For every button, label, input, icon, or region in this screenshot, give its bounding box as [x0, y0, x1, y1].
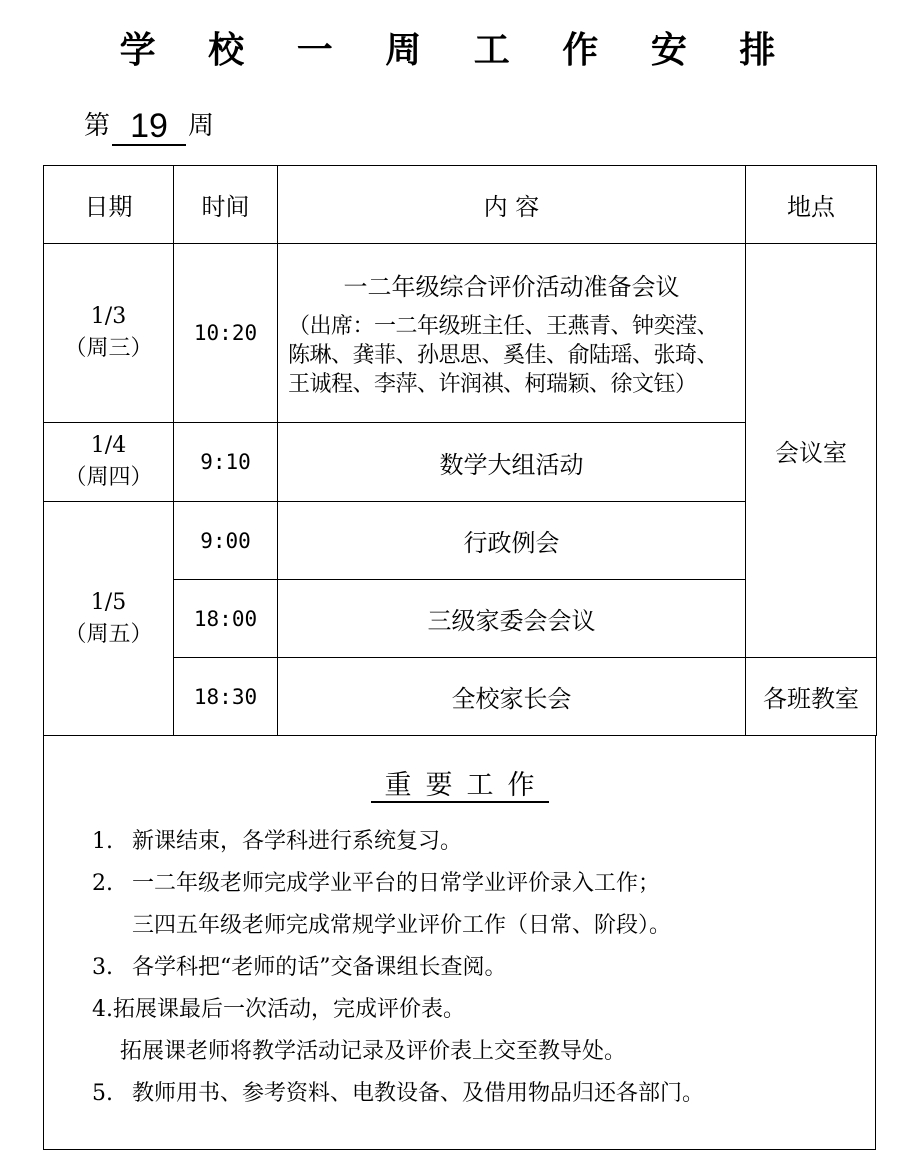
place-cell-meeting-room: 会议室	[746, 244, 877, 658]
header-content: 内 容	[278, 166, 746, 244]
schedule-table	[43, 165, 877, 736]
time-cell: 18:00	[174, 580, 278, 658]
week-number: 19	[112, 108, 186, 146]
content-cell	[278, 244, 746, 423]
weekday-value: （周三）	[64, 336, 153, 361]
date-value: 1/5	[90, 589, 127, 615]
weekday-value: （周五）	[64, 621, 153, 647]
list-item: 4.拓展课最后一次活动，完成评价表。	[92, 997, 466, 1022]
date-cell	[44, 423, 174, 502]
date-value: 1/4	[90, 433, 127, 458]
table-row	[44, 244, 877, 423]
meeting-title: 一二年级综合评价活动准备会议	[343, 273, 680, 301]
week-prefix: 第	[84, 111, 111, 141]
place-cell-classrooms: 各班教室	[746, 658, 877, 736]
weekday-value: （周四）	[64, 465, 153, 490]
list-item: 5. 教师用书、参考资料、电教设备、及借用物品归还各部门。	[92, 1081, 705, 1106]
attendees-list: （出席：一二年级班主任、王燕青、钟奕滢、陈琳、龚菲、孙思思、奚佳、俞陆瑶、张琦、王诚程、李萍、许润祺、柯瑞颖、徐文钰）	[288, 314, 719, 397]
time-cell: 9:00	[174, 502, 278, 580]
time-cell: 9:10	[174, 423, 278, 502]
content-cell: 行政例会	[278, 502, 746, 580]
important-work-section	[43, 735, 876, 1150]
page-title: 学 校 一 周 工 作 安 排	[119, 29, 796, 71]
header-place: 地点	[746, 166, 877, 244]
content-cell: 数学大组活动	[278, 423, 746, 502]
date-cell	[44, 244, 174, 423]
table-header-row	[44, 166, 877, 244]
date-value: 1/3	[90, 304, 127, 329]
list-item: 1. 新课结束，各学科进行系统复习。	[92, 829, 463, 854]
important-work-list	[92, 821, 704, 1115]
list-item: 拓展课老师将教学活动记录及评价表上交至教导处。	[120, 1039, 627, 1064]
content-cell: 三级家委会会议	[278, 580, 746, 658]
week-suffix: 周	[188, 111, 215, 141]
important-work-title: 重要工作	[44, 763, 875, 802]
time-cell: 18:30	[174, 658, 278, 736]
time-cell: 10:20	[174, 244, 278, 423]
date-cell	[44, 502, 174, 736]
list-item: 3. 各学科把“老师的话”交备课组长查阅。	[92, 955, 507, 980]
header-time: 时间	[174, 166, 278, 244]
header-date: 日期	[44, 166, 174, 244]
list-item: 三四五年级老师完成常规学业评价工作（日常、阶段）。	[132, 913, 672, 938]
week-line	[84, 106, 214, 146]
list-item: 2. 一二年级老师完成学业平台的日常学业评价录入工作；	[92, 871, 661, 896]
content-cell: 全校家长会	[278, 658, 746, 736]
